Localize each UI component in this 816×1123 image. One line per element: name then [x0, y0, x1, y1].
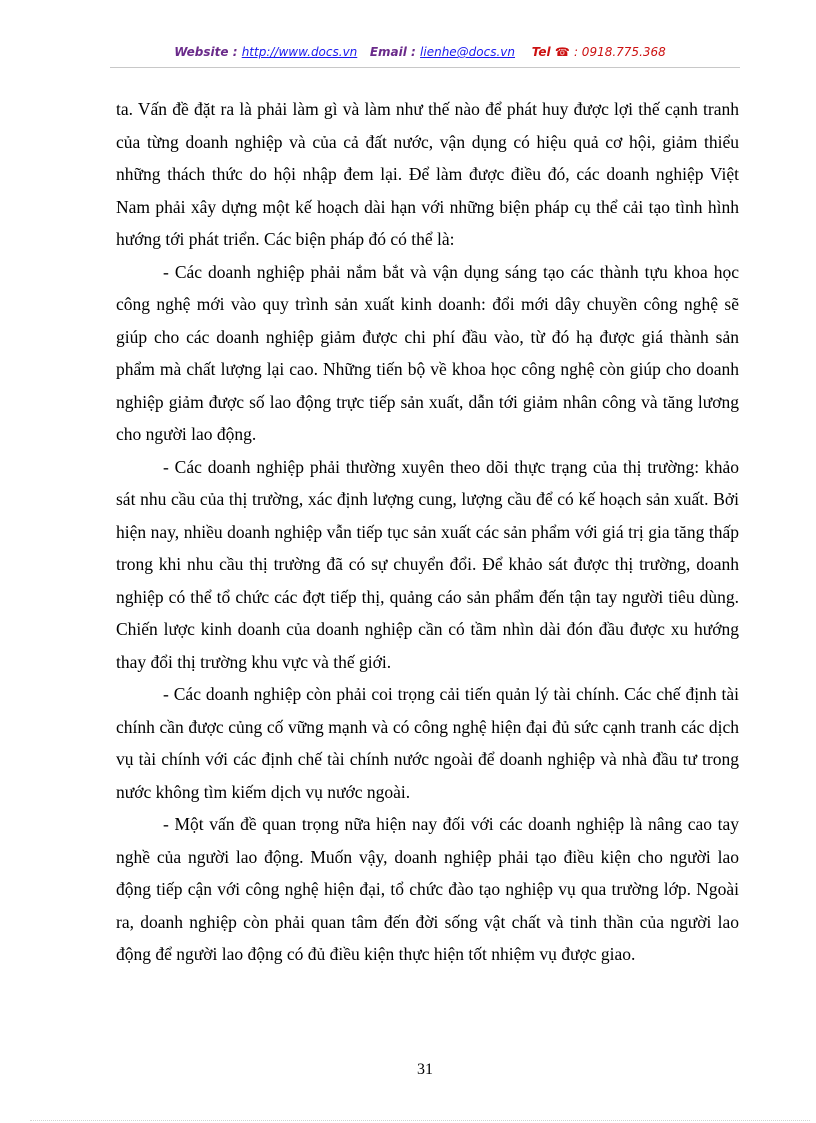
phone-number: : 0918.775.368 [573, 45, 666, 59]
paragraph: - Các doanh nghiệp phải nắm bắt và vận dụng sáng tạo các thành tựu khoa học công nghệ mới vào quy trình sản xuất kinh doanh: đổi mới dây chuyền công nghệ sẽ giúp cho các doanh nghiệp giảm được chi phí đầu vào, từ đó hạ được giá thành sản phẩm mà chất lượng lại cao. Những tiến bộ về khoa học công nghệ còn giúp cho doanh nghiệp giảm được số lao động trực tiếp sản xuất, dẫn tới giảm nhân công và tăng lương cho người lao động. [116, 261, 739, 444]
page-number: 31 [417, 1061, 433, 1078]
paragraph: - Các doanh nghiệp phải thường xuyên theo dõi thực trạng của thị trường: khảo sát nhu cầu của thị trường, xác định lượng cung, lượng cầu để có kế hoạch sản xuất. Bởi hiện nay, nhiều doanh nghiệp vẫn tiếp tục sản xuất các sản phẩm với giá trị gia tăng thấp trong khi nhu cầu thị trường đã có sự chuyển đổi. Để khảo sát được thị trường, doanh nghiệp có thể tổ chức các đợt tiếp thị, quảng cáo sản phẩm đến tận tay người tiêu dùng. Chiến lược kinh doanh của doanh nghiệp cần có tầm nhìn dài đón đầu được xu hướng thay đổi thị trường khu vực và thế giới. [116, 456, 739, 672]
email-label: Email : [369, 45, 416, 59]
page-bottom-border [30, 1120, 810, 1121]
website-link[interactable]: http://www.docs.vn [241, 45, 358, 59]
header-divider [110, 67, 740, 68]
email-link[interactable]: lienhe@docs.vn [420, 45, 516, 59]
paragraph: - Một vấn đề quan trọng nữa hiện nay đối với các doanh nghiệp là nâng cao tay nghề của người lao động. Muốn vậy, doanh nghiệp phải tạo điều kiện cho người lao động tiếp cận với công nghệ hiện đại, tổ chức đào tạo nghiệp vụ qua trường lớp. Ngoài ra, doanh nghiệp còn phải quan tâm đến đời sống vật chất và tinh thần của người lao động để người lao động có đủ điều kiện thực hiện tốt nhiệm vụ được giao. [116, 814, 739, 964]
paragraph: ta. Vấn đề đặt ra là phải làm gì và làm như thế nào để phát huy được lợi thế cạnh tranh của từng doanh nghiệp và của cả đất nước, vận dụng có hiệu quả cơ hội, giảm thiểu những thách thức do hội nhập đem lại. Để làm được điều đó, các doanh nghiệp Việt Nam phải xây dựng một kế hoạch dài hạn với những biện pháp cụ thể cải tạo tình hình hướng tới phát triển. Các biện pháp đó có thể là: [116, 99, 739, 249]
paragraph: - Các doanh nghiệp còn phải coi trọng cải tiến quản lý tài chính. Các chế định tài chính cần được củng cố vững mạnh và có công nghệ hiện đại đủ sức cạnh tranh các dịch vụ tài chính với các định chế tài chính nước ngoài để doanh nghiệp và nhà đầu tư trong nước không tìm kiếm dịch vụ nước ngoài. [116, 684, 739, 802]
website-label: Website : [174, 45, 238, 59]
phone-icon: ☎ [554, 45, 570, 59]
document-body [116, 93, 739, 971]
page-header [100, 45, 740, 65]
tel-label: Tel [531, 45, 551, 59]
